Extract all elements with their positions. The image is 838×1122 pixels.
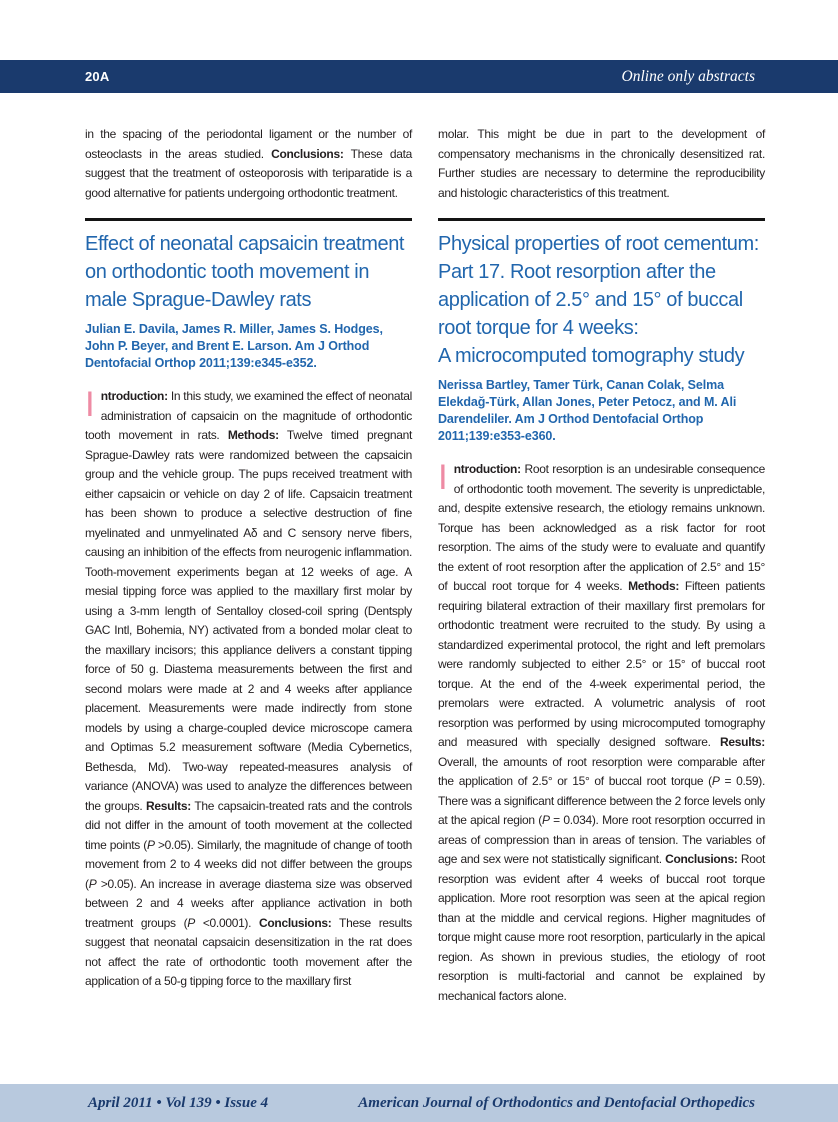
page-header-bar [0,60,838,93]
dropcap-letter: I [438,458,448,497]
abstract-body [85,387,412,992]
abstract-body-text: ntroduction: Root resorption is an undesirable consequence of orthodontic tooth movement. The severity is unpredictable, and, despite extensive research, the etiology remains unknown. Torque has been acknowledged as a risk factor for root resorption. The aims of the study were to evaluate and quantify the extent of root resorption after the application of 2.5° and 15° of buccal root torque for 4 weeks. Methods: Fifteen patients requiring bilateral extraction of their maxillary first premolars for orthodontic treatment were recruited to the study. By using a standardized experimental protocol, the right and left premolars were randomly subjected to either 2.5° or 15° of buccal root torque. At the end of the 4-week experimental period, the premolars were extracted. A volumetric analysis of root resorption was performed by using microcomputed tomography and measured with specially designed software. Results: Overall, the amounts of root resorption were comparable after the application of 2.5° or 15° of buccal root torque (P = 0.59). There was a significant difference between the 2 force levels only at the apical region (P = 0.034). More root resorption occurred in areas of compression than in areas of tension. The variables of age and sex were not statistically significant. Conclusions: Root resorption was evident after 4 weeks of buccal root torque application. More root resorption was seen at the apical region than at the middle and cervical regions. Higher magnitudes of torque might cause more root resorption, particularly in the apical region. As shown in previous studies, the etiology of root resorption is multi-factorial and cannot be explained by mechanical factors alone. [438,462,766,1003]
abstracts-content [85,125,765,1006]
abstract-citation: Julian E. Davila, James R. Miller, James S. Hodges, John P. Beyer, and Brent E. Larson. Am J Orthod Dentofacial Orthop 2011;139:e345-e352. [85,322,383,370]
abstract-title-sub: A microcomputed tomography study [438,345,745,367]
continued-abstract-text: in the spacing of the periodontal ligament or the number of osteoclasts in the areas studied. Conclusions: These data suggest that the treatment of osteoporosis with teriparatide is a good alternative for patients undergoing orthodontic treatment. [85,127,412,200]
left-column [85,125,412,1006]
footer-issue-info: April 2011 • Vol 139 • Issue 4 [88,1094,269,1111]
abstract-root-cementum [438,218,765,1006]
page-footer-bar [0,1084,838,1122]
page-number: 20A [85,69,110,84]
footer-journal-name: American Journal of Orthodontics and Dentofacial Orthopedics [358,1094,755,1111]
abstract-title [85,230,412,314]
abstract-title-main: Physical properties of root cementum: Part 17. Root resorption after the application of 2.5° and 15° of buccal root torque for 4 weeks: [438,233,759,339]
dropcap-letter: I [85,385,95,424]
continued-abstract-text: molar. This might be due in part to the development of compensatory mechanisms in the chronically desensitized rat. Further studies are necessary to determine the reproducibility and histologic characteristics of this treatment. [438,127,765,200]
abstract-title-main: Effect of neonatal capsaicin treatment on orthodontic tooth movement in male Sprague-Dawley rats [85,233,405,311]
abstract-body [438,460,765,1006]
abstract-capsaicin [85,218,412,992]
abstract-citation: Nerissa Bartley, Tamer Türk, Canan Colak, Selma Elekdağ-Türk, Allan Jones, Peter Petocz, and M. Ali Darendeliler. Am J Orthod Dentofacial Orthop 2011;139:e353-e360. [438,378,737,443]
abstract-body-text: ntroduction: In this study, we examined the effect of neonatal administration of capsaicin on the magnitude of orthodontic tooth movement in rats. Methods: Twelve timed pregnant Sprague-Dawley rats were randomized between the capsaicin group and the vehicle group. The pups received treatment with either capsaicin or vehicle on day 2 of life. Capsaicin treatment has been shown to produce a selective destruction of fine myelinated and unmyelinated Aδ and C sensory nerve fibers, causing an inhibition of the effects from neurogenic inflammation. Tooth-movement experiments began at 12 weeks of age. A mesial tipping force was applied to the maxillary first molar by using a 3-mm length of Sentalloy closed-coil spring (Dentsply GAC Intl, Bohemia, NY) activated from a bonded molar cleat to the maxillary incisors; this appliance delivers a constant tipping force of 50 g. Diastema measurements between the first and second molars were made at 2 and 4 weeks after appliance placement. Measurements were made indirectly from stone models by using a charge-coupled device microscope camera and Optimas 5.2 measurement software (Media Cybernetics, Bethesda, Md). Two-way repeated-measures analysis of variance (ANOVA) was used to analyze the differences between the groups. Results: The capsaicin-treated rats and the controls did not differ in the amount of tooth movement at the collected time points (P >0.05). Similarly, the magnitude of change of tooth movement from 2 to 4 weeks did not differ between the groups (P >0.05). An increase in average diastema size was observed between 2 and 4 weeks after appliance activation in both treatment groups (P <0.0001). Conclusions: These results suggest that neonatal capsaicin desensitization in the rat does not affect the rate of orthodontic tooth movement after the application of a 50-g tipping force to the maxillary first [85,389,413,988]
abstract-title [438,230,765,370]
header-section-title: Online only abstracts [621,67,755,85]
right-column [438,125,765,1006]
